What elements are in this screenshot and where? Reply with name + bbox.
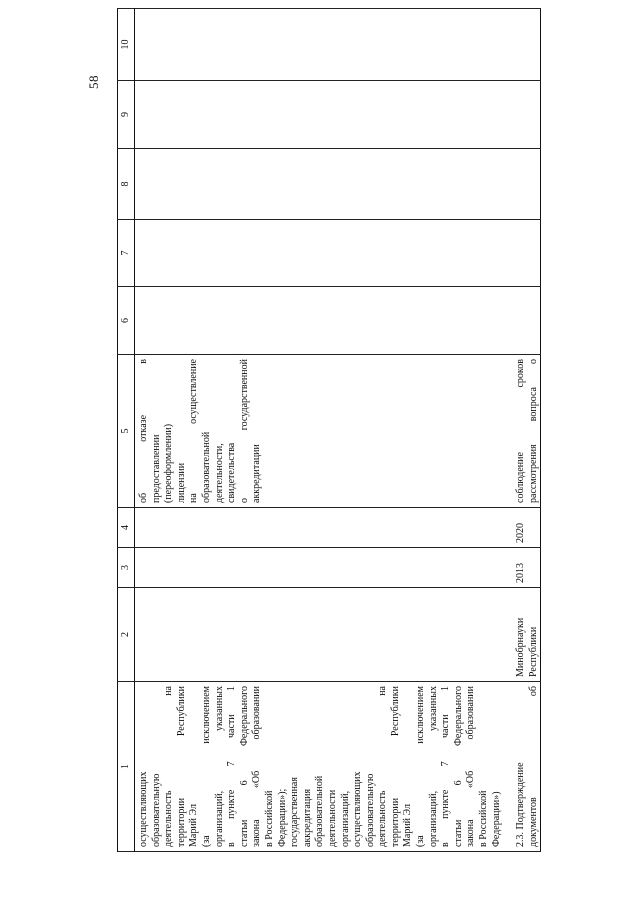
row2-col9-cell — [503, 81, 541, 149]
column-number: 3 — [118, 548, 135, 588]
column-number: 5 — [118, 355, 135, 508]
cell-text-line: закона «Об образовании — [251, 686, 263, 847]
cell-text-line: деятельности, — [213, 443, 225, 503]
column-number: 2 — [118, 588, 135, 682]
cell-text-line: аккредитации — [251, 444, 263, 503]
cell-text-line: в пункте 7 части 1 — [440, 686, 452, 847]
cell-text-line: деятельности — [326, 789, 338, 847]
cell-text-line: документов об — [527, 686, 539, 847]
cell-text-line: территории Республики — [175, 686, 187, 847]
row2-col10-cell — [503, 9, 541, 81]
cell-text-line: в пункте 7 части 1 — [226, 686, 238, 847]
column-number: 1 — [118, 682, 135, 852]
row1-col1-cell — [135, 682, 504, 852]
cell-text-line: организаций, — [339, 790, 351, 847]
column-number: 8 — [118, 149, 135, 220]
cell-text-line: образовательную — [150, 773, 162, 847]
cell-text-line: осуществляющих — [138, 771, 149, 847]
column-number: 4 — [118, 508, 135, 548]
cell-text-line: образовательной — [314, 775, 326, 847]
row2-col8-cell — [503, 149, 541, 220]
cell-text-line: деятельность на — [377, 686, 389, 847]
cell-text-line: Марий Эл — [402, 804, 414, 847]
cell-text-line: на осуществление — [188, 359, 200, 503]
column-number: 10 — [118, 9, 135, 81]
cell-text-line: в Российской — [263, 790, 275, 847]
page-number: 58 — [86, 75, 101, 89]
row1-col3-cell — [135, 548, 504, 588]
column-number: 6 — [118, 287, 135, 355]
cell-text-line: деятельность на — [163, 686, 175, 847]
cell-text-line: организаций, указанных — [213, 686, 225, 847]
row1-col4-cell — [135, 508, 504, 548]
cell-text-line: Минобрнауки — [515, 617, 527, 677]
row2-col6-cell — [503, 287, 541, 355]
cell-text-line: осуществляющих — [352, 771, 364, 847]
row1-col7-cell — [135, 220, 504, 287]
row2-col5-cell — [503, 355, 541, 508]
cell-text-line: в Российской — [478, 790, 490, 847]
cell-text-line: образовательной — [200, 431, 212, 503]
cell-text-line: предоставлении — [150, 434, 162, 503]
row2-col1-cell — [503, 682, 541, 852]
cell-text-line: об отказе в — [138, 359, 149, 503]
cell-text-line: (за исключением — [415, 686, 427, 847]
table-row — [135, 9, 504, 852]
row1-col10-cell — [135, 9, 504, 81]
cell-text-line: лицензии — [175, 462, 187, 503]
cell-text-line: статьи 6 Федерального — [238, 686, 250, 847]
cell-text-line: Марий Эл — [188, 804, 200, 847]
cell-text-line: государственная — [289, 777, 301, 847]
cell-text-line: рассмотрения вопроса о — [527, 359, 539, 503]
cell-text-line: закона «Об образовании — [465, 686, 477, 847]
cell-text-line: соблюдение сроков — [515, 359, 527, 503]
cell-text-line: статьи 6 Федерального — [452, 686, 464, 847]
cell-text-line: Федерации»); — [276, 788, 288, 847]
row1-col6-cell — [135, 287, 504, 355]
cell-text-line: организаций, указанных — [427, 686, 439, 847]
row2-col2-cell — [503, 588, 541, 682]
table-header-row — [118, 9, 135, 852]
cell-text-line: 2.3. Подтверждение — [515, 762, 527, 847]
cell-text-line: (за исключением — [200, 686, 212, 847]
cell-text-line: о государственной — [238, 359, 250, 503]
cell-text-line: аккредитация — [301, 788, 313, 847]
cell-text-line: Федерации») — [490, 791, 502, 847]
row1-col2-cell — [135, 588, 504, 682]
cell-text-line: (переоформлении) — [163, 423, 175, 503]
row1-col8-cell — [135, 149, 504, 220]
cell-text-line: территории Республики — [389, 686, 401, 847]
column-number: 7 — [118, 220, 135, 287]
row2-col3-cell: 2013 — [503, 548, 541, 588]
cell-text-line: Республики — [527, 626, 539, 677]
row1-col9-cell — [135, 81, 504, 149]
cell-text-line: образовательную — [364, 773, 376, 847]
plan-table — [117, 8, 541, 852]
row1-col5-cell — [135, 355, 504, 508]
row2-col7-cell — [503, 220, 541, 287]
column-number: 9 — [118, 81, 135, 149]
row2-col4-cell: 2020 — [503, 508, 541, 548]
cell-text-line: свидетельства — [226, 442, 238, 503]
table-row — [503, 9, 541, 852]
